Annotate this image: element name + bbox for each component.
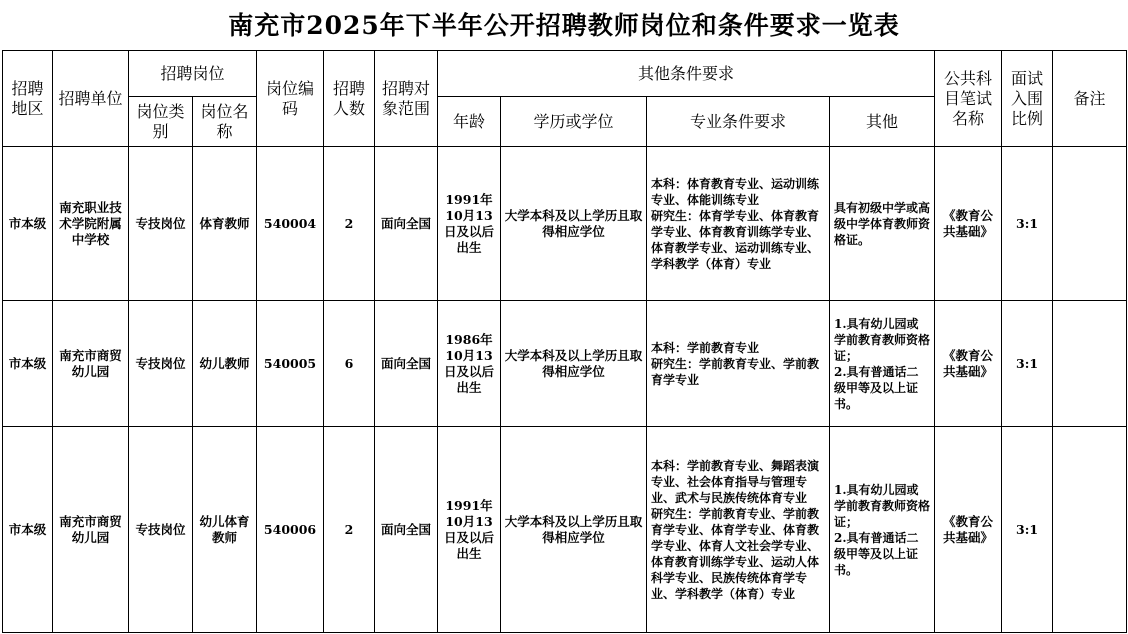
cell-remark [1053,147,1127,301]
cell-remark [1053,427,1127,633]
cell-unit: 南充市商贸幼儿园 [53,301,129,427]
header-post-category: 岗位类别 [129,97,193,147]
cell-scope: 面向全国 [375,301,438,427]
cell-post-name: 体育教师 [193,147,257,301]
cell-age: 1991年10月13日及以后出生 [438,147,501,301]
cell-other: 具有初级中学或高级中学体育教师资格证。 [830,147,935,301]
cell-remark [1053,301,1127,427]
cell-ratio: 3:1 [1002,427,1053,633]
header-remark: 备注 [1053,51,1127,147]
table-row [3,147,1127,301]
cell-other: 1.具有幼儿园或学前教育教师资格证； 2.具有普通话二级甲等及以上证书。 [830,427,935,633]
table-row [3,427,1127,633]
header-region: 招聘地区 [3,51,53,147]
cell-education: 大学本科及以上学历且取得相应学位 [501,427,647,633]
header-other: 其他 [830,97,935,147]
cell-post-category: 专技岗位 [129,301,193,427]
cell-count: 2 [324,147,375,301]
header-age: 年龄 [438,97,501,147]
recruitment-table [2,50,1127,633]
page-title: 南充市2025年下半年公开招聘教师岗位和条件要求一览表 [228,11,900,40]
cell-region: 市本级 [3,301,53,427]
cell-major: 本科：学前教育专业、舞蹈表演专业、社会体育指导与管理专业、武术与民族传统体育专业 研究生：学前教育专业、学前教育学专业、体育学专业、体育教学专业、体育人文社会学专业、体育教育训练学专业、运动人体科学专业、民族传统体育学专业、学科教学（体育）专业 [647,427,830,633]
header-unit: 招聘单位 [53,51,129,147]
header-other-group: 其他条件要求 [438,51,935,97]
cell-post-name: 幼儿体育教师 [193,427,257,633]
cell-count: 6 [324,301,375,427]
cell-scope: 面向全国 [375,147,438,301]
cell-scope: 面向全国 [375,427,438,633]
cell-post-code: 540006 [257,427,324,633]
header-count: 招聘人数 [324,51,375,147]
cell-ratio: 3:1 [1002,147,1053,301]
cell-other: 1.具有幼儿园或学前教育教师资格证； 2.具有普通话二级甲等及以上证书。 [830,301,935,427]
header-ratio: 面试入围比例 [1002,51,1053,147]
cell-exam: 《教育公共基础》 [935,147,1002,301]
cell-education: 大学本科及以上学历且取得相应学位 [501,301,647,427]
header-post-code: 岗位编码 [257,51,324,147]
cell-exam: 《教育公共基础》 [935,301,1002,427]
header-row-1 [3,51,1127,97]
cell-count: 2 [324,427,375,633]
cell-age: 1986年10月13日及以后出生 [438,301,501,427]
cell-education: 大学本科及以上学历且取得相应学位 [501,147,647,301]
cell-post-code: 540005 [257,301,324,427]
cell-region: 市本级 [3,147,53,301]
cell-exam: 《教育公共基础》 [935,427,1002,633]
cell-post-category: 专技岗位 [129,147,193,301]
header-post-group: 招聘岗位 [129,51,257,97]
cell-post-name: 幼儿教师 [193,301,257,427]
header-exam: 公共科目笔试名称 [935,51,1002,147]
header-post-name: 岗位名称 [193,97,257,147]
cell-unit: 南充职业技术学院附属中学校 [53,147,129,301]
cell-age: 1991年10月13日及以后出生 [438,427,501,633]
cell-major: 本科：体育教育专业、运动训练专业、体能训练专业 研究生：体育学专业、体育教育学专业、体育教育训练学专业、体育教学专业、运动训练专业、学科教学（体育）专业 [647,147,830,301]
header-education: 学历或学位 [501,97,647,147]
cell-post-code: 540004 [257,147,324,301]
header-scope: 招聘对象范围 [375,51,438,147]
table-row [3,301,1127,427]
cell-major: 本科：学前教育专业 研究生：学前教育专业、学前教育学专业 [647,301,830,427]
cell-post-category: 专技岗位 [129,427,193,633]
header-major: 专业条件要求 [647,97,830,147]
cell-region: 市本级 [3,427,53,633]
cell-ratio: 3:1 [1002,301,1053,427]
cell-unit: 南充市商贸幼儿园 [53,427,129,633]
